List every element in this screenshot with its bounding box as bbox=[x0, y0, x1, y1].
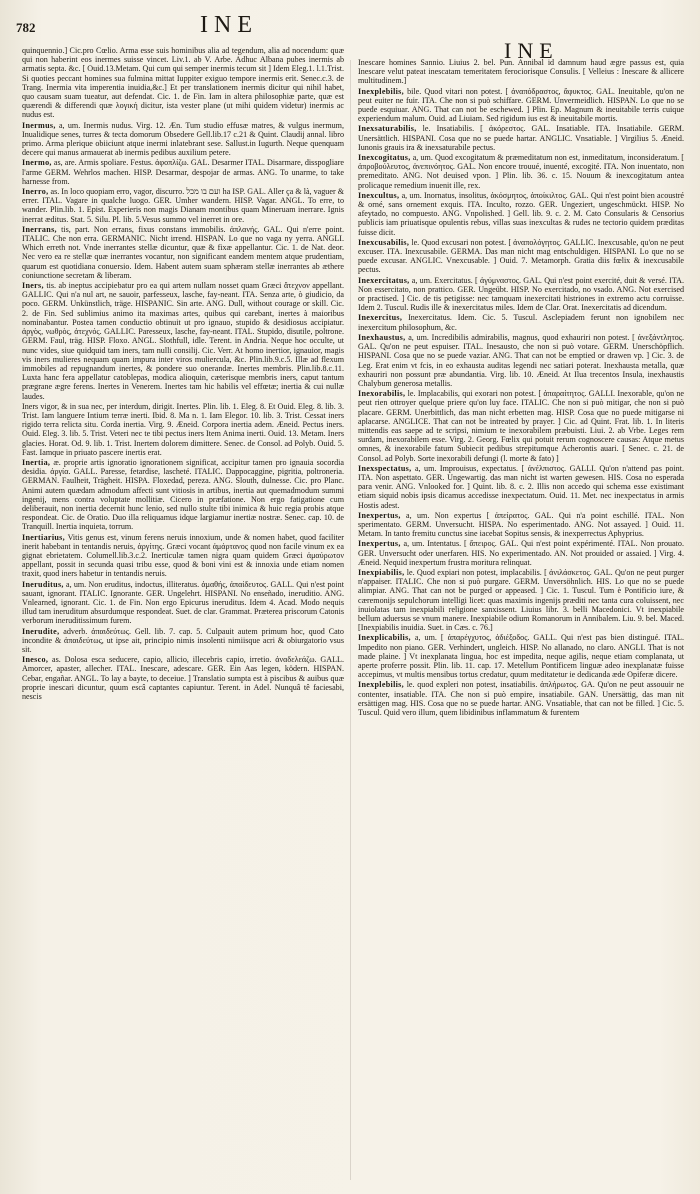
dictionary-entry bbox=[358, 238, 684, 275]
entry-headword: Inermo, bbox=[22, 158, 52, 168]
dictionary-entry bbox=[358, 313, 684, 331]
entry-headword: Inertia, bbox=[22, 457, 51, 467]
entry-headword: Inerro, bbox=[22, 187, 49, 197]
entry-text: æ. proprie artis ignoratio ignorationem significat, accipitur tamen pro ignauia socordia desidia. ἀργία. GALL. Paresse, fetardise, lascheté. ITALIC. Dappocaggine, pigritia, poltroneria. GERMAN. Faulheit, Trägheit. HISPA. Floxedad, pereza. ANG. Slouth, dulnesse. Cic. pro Planc. Animi autem quædam admodum affecti sunt vitiosis in artibus, inertia aut quemadmodum summi ingenij, mens contra voluptate mollitiæ. Cicero in præfatione. Non ergo fatigatione cum deliberauit, non inertia decernit hunc lenio, sed nullo stulte tibi inimica & huic regia probis atque respondeat. Cic. de Oratio. Duo illa reliquamus idque largiamur inertiæ nostræ. Senec. cap. 10. de Tranquill. Inertia inquieta, torrum. bbox=[22, 457, 344, 532]
entry-headword: Inexpertus, bbox=[358, 510, 401, 520]
dictionary-entry bbox=[358, 58, 684, 86]
entry-text: le. Implacabilis, qui exorari non potest. [ ἀπαραίτητος. GALLI. Inexorable, qu'on ne peut rien ottroyer quelque priere qu'on luy face. ITALIC. Che non si può mitigar, che non si può placare. GERM. Unerbittlich, das man nicht erbetten mag. HISP. Cosa que no puede mitigarse ni aplacarse. ANGLICE. That can not be intreated by prayer. ] Cic. ad Quint. Frat. lib. 1. In literis mittendis eas saepe ad te scripsi, nimium te inexorabilem præbuisti. Liui. 2. ab Vrbe. Leges rem surdam, inexorabilem esse. Virg. 2. Georg. Fœlix qui potuit rerum cognoscere causas: Atque metus omnes, & inexorabile fatum Subiecit pedibus strepitumque Acherontis auari. [ Senec. c. 21. de Consol. ad Polyb. Sorte inexorabili defungi (l. morte & fato) ] bbox=[358, 389, 684, 463]
entry-text: a, um. Non eruditus, indoctus, illiteratus. ἀμαθής, ἀπαίδευτος. GALL. Qui n'est point sauant, ignorant. ITALIC. Ignorante. GER. Ungelehrt. HISPANI. No enseñado, ineruditio. ANG. Vnlearned, ignorant. Cic. 1. de Fin. Non ergo Epicurus ineruditus. Idem 4. Acad. Modo nequis illud tam ineruditum absurdumque respondeat. Suet. de clar. Grammat. Præterea priscorum Catonis verborum ineruditissimum furem. bbox=[22, 579, 344, 626]
entry-text: bile. Quod vitari non potest. [ ἀναπόδραστος, ἄφυκτος. GAL. Ineuitable, qu'on ne peut euiter ne fuir. ITA. Che non si può schiffare. GERM. Unvermeidlich. HISPAN. Lo que no se puede esquiuar. ANG. That can not be eschewed. ] Plin. Ep. Magnum & ineuitabile terris cuique experiendum malum. Ouid. ad Liuiam. Sed rigidum ius est & ineuitabile mortis. bbox=[358, 86, 684, 124]
entry-headword: Inexercitus, bbox=[358, 313, 403, 323]
dictionary-entry bbox=[358, 87, 684, 124]
column-divider bbox=[350, 60, 351, 1180]
entry-text: a, um. Intentatus. [ ἄπειρος. GAL. Qui n'est point expérimenté. ITAL. Non prouato. GER. Unversucht oder unerfaren. HIS. No experimentado. AN. Not prouided or assaied. ] Virg. 4. Æneid. Nequid inexpertum frustra moritura relinquat. bbox=[358, 539, 684, 567]
dictionary-entry bbox=[358, 633, 684, 679]
entry-text: Inexercitatus. Idem. Cic. 5. Tuscul. Asclepiadem ferunt non ignobilem nec inexercitum philosophum, &c. bbox=[358, 313, 684, 332]
dictionary-entry bbox=[22, 46, 344, 120]
dictionary-entry bbox=[22, 627, 344, 655]
entry-headword: Inerrans, bbox=[22, 224, 57, 234]
entry-text: Iners vigor, & in sua nec, per interdum, dirigit. Inertes. Plin. lib. 1. Eleg. 8. Et Ouid. Eleg. 8. lib. 3. Trist. Iam languere Intium terræ inerti. Ibid. 8. Ma n. 1. Iam Elegor. 10. lib. 3. Trist. Cessat iners rigido terra relicta situ. Corda inertia. Virg. 9. Æneid. Corpora inertia adem. Æneid. Pectus iners. Ouid. Eleg. 3. lib. 5. Trist. Veteri nec te tibi pectus iners Item Anima inerti. Ouid. 13. Metam. Iners glacies. Horat. Od. 9. lib. 1. Trist. Inertem dolorem dimittere. Senec. de Consol. ad Polyb. Ouid. 5. Fast. Iamque in priuato pascere inertis erat. bbox=[22, 401, 344, 457]
dictionary-entry bbox=[358, 333, 684, 388]
entry-text: Vitis genus est, vinum ferens neruis innoxium, unde & nomen habet, quod faciliter inerit habebant in tentandis neruis, ἀργίτης. Græci vocant ἀμάρτανος quod non facile vinum ex ea gignat ebrietatem. Columell.lib.3.c.2. Inerticulæ tamen nigra quam quidem Græci ἀμαύρωτον appellant, possit in secunda quasi tribu esse, quod & boni vini est & innoxia unde etiam nomen traxit, quod iners habetur in tentandis neruis. bbox=[22, 532, 344, 579]
entry-text: a, um. Improuisus, expectatus. [ ἀνέλπιστος. GALLI. Qu'on n'attend pas point. ITA. Non aspettato. GER. Ungewartig. das man nicht ist warten gewesen. HIS. Cosa no esperada para venir. ANG. Vnlooked for. ] Quint. lib. 8. c. 2. Illis non accedo qui schema esse existimant etiam siquid nobis ipsis dicamus accedisse inexpectatum. Ouid. 11. Met. nec inexpectatus in armis Hostis adest. bbox=[358, 463, 684, 510]
left-column bbox=[22, 46, 344, 1182]
running-head-left: INE bbox=[200, 12, 258, 38]
dictionary-entry bbox=[22, 187, 344, 224]
dictionary-entry bbox=[358, 389, 684, 463]
entry-text: le. Quod excusari non potest. [ ἀναπολόγητος. GALLIC. Inexcusable, qu'on ne peut excuser. ITA. Inexcusabile. GERMA. Das man nicht mag entschuldigen. HISPANI. Lo que no se puede excusar. ANGLIC. Vnexcusable. ] Ouid. 7. Metamorph. Gratia diis fœlix & inexcusabile pectus. bbox=[358, 237, 684, 275]
dictionary-entry bbox=[358, 464, 684, 510]
dictionary-entry bbox=[22, 281, 344, 401]
entry-text: a, um. Non expertus [ ἀπείρατος. GAL. Qui n'a point eschillé. ITAL. Non sperimentato. GERM. Unversucht. HISPA. No esperimentado. ANG. Not assayed. ] Ouid. 11. Metam. In tanto fremitu cunctus sine iacebat Sopitus sensis, & inexperrectus Aphyprius. bbox=[358, 510, 684, 539]
dictionary-entry bbox=[358, 276, 684, 313]
entry-headword: Inexplebilis, bbox=[358, 86, 404, 96]
entry-headword: Inexcogitatus, bbox=[358, 153, 411, 163]
entry-headword: Inexhaustus, bbox=[358, 332, 406, 342]
entry-text: quinquennio.] Cic.pro Cœlio. Arma esse suis hominibus alia ad tegendum, alia ad nocendum: quæ qui non haberint eos inermes suisse vincet. Liv.1. ab V. Arbe. Adhuc Albana pubes inermis ab armatis septa. &c. [ Ouid.13.Metam. Qui cum qui semper inermis tecum sit ] Idem Eleg.1. l.1.Trist. Si quoties peccant homines sua fulmina mittat Iuppiter exiguo tempore inermis erit. Senec.c.3. de Trang. Inermia vita imperentia inuidia,&c.] Et per translationem inermis dicitur qui nihil habet, quo causam suam tueatur, aut defendat. Cic. 1. de Fin. Iam in altera philosophiæ parte, quæ est quærendi & differendi quæ λογική dicitur, ista vester plane (ut mihi quidem videtur) inermis ac nudus est. bbox=[22, 46, 344, 120]
running-head-right: INE bbox=[504, 38, 559, 63]
entry-text: le. Quod expiari non potest, implacabilis. [ ἀνιλάσκετος. GAL. Qu'on ne peut purger n'appaiser. ITALIC. Che non si può purgare. GERM. Unversöhnlich. HIS. Lo que no se puede alimpiar. ANG. That can not be purged or appeased. ] Cic. 1. Tuscul. Tum è Pontificio iure, & cæremonijs sepulchorum intelligi licet: quas maximis ingenijs præditi nec tanta cura coluissent, nec inuiolatas tam inexpiabili religione sanxissent. Liuius libr. 3. belli Macedonici. Vt inexpiabile bellum aduersus se vnum manere. Inexpiabile odium Romanorum in Annibalem. Liu. 9. bel. Maced. [Inexpiabilis inuidia. Suet. in Cæs. c. 76.] bbox=[358, 567, 684, 633]
dictionary-entry bbox=[22, 402, 344, 457]
entry-headword: Inexercitatus, bbox=[358, 275, 410, 285]
page-header bbox=[0, 8, 700, 63]
dictionary-entry bbox=[22, 121, 344, 158]
entry-text: as. In loco quopiam erro, vagor, discurro. ועם בו מכל ha ISP. GAL. Aller ça & là, vaguer & errer. ITAL. Vagare in qualche luogo. GER. Umher wandern. HISP. Vagar. ANGL. To erre, to wander. Plin.lib. 1. Epist. Experieris non magis Dianam montibus quam Mineruam inerrare. Ignis inerrat æditus. Stat. 5. Silu. Pl. lib. 5.Vesus summo vel inerret in ore. bbox=[22, 187, 344, 224]
entry-headword: Inesco, bbox=[22, 655, 49, 665]
entry-headword: Inexplebilis, bbox=[358, 680, 404, 690]
entry-headword: Iners, bbox=[22, 281, 44, 291]
entry-headword: Inexcultus, bbox=[358, 190, 400, 200]
dictionary-entry bbox=[358, 124, 684, 152]
entry-headword: Ineruditus, bbox=[22, 579, 64, 589]
dictionary-entry bbox=[358, 191, 684, 237]
entry-text: a, um. Inermis nudus. Virg. 12. Æn. Tum studio effusæ matres, & vulgus inermum, Inualidique senes, turres & tecta domorum Obsedere Gell.lib.17 c.21 & Quint. Claudij annal. libro primo. Arma plerique obiiciunt atque inermi inlatebrant sese. Sallust.in Iugurth. Neque quenquam decere qui manus armauerat ab inermis pedibus auxilium petere. bbox=[22, 120, 344, 158]
entry-text: a, um. Incredibilis admirabilis, magnus, quod exhauriri non potest. [ ἀνεξάντλητος. GAL. Qu'on ne peut espuiser. ITAL. Inesausto, che non si può votare. GERM. Unerschöpflich. HISPANI. Cosa que no se puede vaziar. ANG. That can not be emptied or drawen vp. ] Cic. 3. de Leg. Erat enim vt fcis, in eo exhausta auditas legendi nec satiari poterat. Inexhausta metalla, quæ exhauriri non possunt præ abundantia. Virg. lib. 10. Æneid. At Ilua trecentos Insula, inexhaustis Chalybum generosa metallis. bbox=[358, 332, 684, 388]
entry-text: le. Insatiabilis. [ ἀκόρεστος. GAL. Insatiable. ITA. Insatiabile. GERM. Unersättlich. HISPANI. Cosa que no se puede hartar. ANGLIC. Vnsatiable. ] Virgilius 5. Æneid. Iunonis grauis ira & inexsaturabile pectus. bbox=[358, 124, 684, 152]
dictionary-entry bbox=[22, 580, 344, 626]
dictionary-entry bbox=[22, 655, 344, 701]
entry-text: Inescare homines Sannio. Liuius 2. bel. Pun. Annibal id damnum haud ægre passus est, quia Inescare velut pateat inescatam temeritatem ferociorisque Consulis. [ Velleius : Inescare & allicere multitudinem.] bbox=[358, 58, 684, 86]
dictionary-entry bbox=[358, 568, 684, 632]
entry-headword: Inexorabilis, bbox=[358, 389, 406, 399]
dictionary-entry bbox=[22, 458, 344, 532]
entry-headword: Inexpiabilis, bbox=[358, 567, 405, 577]
dictionary-entry bbox=[358, 511, 684, 539]
entry-text: tis, part. Non errans, fixus constans immobilis. ἀπλανής. GAL. Qui n'erre point. ITALIC. Che non erra. GERMANIC. Nicht irrend. HISPAN. Lo que no vaga ny yerra. ANGLI. Which erreth not. Vnde inerrantes stellæ dicuntur, quæ & fixæ appellantur. Cic. 1. de Nat. deor. Nec vero ea re stellæ quæ inerrantes vocantur, non significant eandem mentem atque prudentiam, quarum est quotidiana conuersio. Idem. Habent autem suam sphæram stellæ inerrantes ab æthere coniunctione secretam & liberam. bbox=[22, 224, 344, 280]
entry-headword: Inexplicabilis, bbox=[358, 633, 411, 643]
page-number: 782 bbox=[16, 20, 36, 35]
dictionary-entry bbox=[22, 158, 344, 186]
entry-text: as. Dolosa esca seducere, capio, allicio, illecebris capio, irretio. ἀναδελεάζω. GALL. Amorcer, apaster, allecher. ITAL. Inescare, adescare. GER. Ein Aas legen, ködern. HISPAN. Cebar, engañar. ANGL. To lay a bayte, to deceiue. ] Translatio sumpta est à piscibus & auibus quæ proprie inescari dicuntur, quum escâ captantes capiuntur. Terent. in Adel. Nunquâ tê faciesabi, nescis bbox=[22, 655, 344, 702]
entry-text: a, um. Exercitatus. [ ἀγύμναστος. GAL. Qui n'est point exercité, duit & versé. ITA. Non essercitato, non prattico. GER. Ungeübt. HISP. No exercitado, no vsado. ANG. Not exercised or practised. ] Cic. de tis petigisse: nec tamquam inexercitati histriones in extremo actu corruisse. Idem 2. Tuscul. Rudis ille & inexercitatus miles. Idem de Clar. Orat. Inexercitatis ad dicendum. bbox=[358, 275, 684, 313]
entry-headword: Inexpertus, bbox=[358, 539, 401, 549]
entry-headword: Inexcusabilis, bbox=[358, 237, 410, 247]
entry-text: as, are. Armis spoliare. Festus. ἀφοπλίζω. GAL. Desarmer ITAL. Disarmare, disspogliare l'arme GERM. Wehrlos machen. HISP. Desarmar, despojar de armas. ANG. To unarme, to take harnesse from. bbox=[22, 158, 344, 186]
entry-headword: Inerudite, bbox=[22, 626, 60, 636]
entry-text: a, um. [ ἀπαρέγχυτος, ἀδιέξοδος. GALL. Qui n'est pas bien distingué. ITAL. Impedito non piano. GER. Verhindert, ungleich. HISP. No allanado, no claro. ANGLI. That is not made plaine. ] Vt inexplanata lingua, hoc est impedita, neque agilis, neque etiam complanata, ut aperte proferre possit. Plin. lib. 11. cap. 17. Metellum Pontificem linguæ adeo inexplanatæ fuisse accepimus, vt multis mensibus tortus credatur, quum meditatetur ie dedicanda æde Opiferæ dicere. bbox=[358, 633, 684, 680]
dictionary-entry bbox=[358, 680, 684, 717]
entry-headword: Inexspectatus, bbox=[358, 463, 412, 473]
entry-text: le. quod expleri non potest, insatiabilis. ἀπλήρωτος. GA. Qu'on ne peut assouuir ne contenter, insatiable. ITA. Che non si può empire, insatiabile. GAN. Unersättig, das man nit ersättigen mag. HIS. Cosa que no se puede hartar. ANG. Vnsatiable, that can not be filled. ] Cic. 5. Tuscul. Quid vero illum, quem libidinibus inflammatum & furentem bbox=[358, 680, 684, 718]
entry-text: a, um. Inornatus, insolitus, ἀκόσμητος, ἀποίκιλτος. GAL. Qui n'est point bien acoustré & orné, sans ornement exquis. ITA. Inculto, rozzo. GER. Ungeziert, ungeschmückt. HISP. No afeytado, no compuesto. ANG. Vnpolished. ] Gell. lib. 9. c. 2. M. Cato Consularis & Censorius publicis iam priuatisque opulentis rebus, villas suas inexcultas & rudes ne tectorio quidem præditas fuisse dicit. bbox=[358, 190, 684, 237]
dictionary-entry bbox=[22, 225, 344, 280]
entry-headword: Inermus, bbox=[22, 120, 56, 130]
entry-text: tis. ab ineptus accipiebatur pro ea qui artem nullam nosset quam Græci ἄτεχνον appellant. GALLIC. Qui n'a nul art, ne sauoir, parfesseux, lasche, fay-neant. ITA. Senza arte, ò giudicio, da poco. GERM. Unkünstlich, träge. HISPANIC. Sin arte. ANG. Dull, without courage or skill. Cic. 2. de Fin. Sed sublimius animo ita maximas artes, quibus qui carebant, inertes à maioribus nominabantur. Postea tamen conductio obtinuit ut pro ignauo, stupido & desidiosus accipiatur. ἀργὸς, νωθρὸς, ἀτεχνός. GALLIC. Paresseux, lasche, fay-neant. ITAL. Stupido, disutile, poltrone. GERM. Faul, träg. HISP. Floxo. ANGL. Slothfull, idle. Terent. in Andria. Neque hoc occulte, ut nunc vides, siue quidquid tam iners, tam nulli consilij. Cic. Verr. At homo inertior, ignauior, magis vis iners mulieres nequam quam impura inter viros muliercula, &c. Plin.lib.9.c.5. Illæ ad flexum immobiles ad repugnandum inertes, & pondere suo onerandæ. Inertes membris. Plin.lib.8.c.11. Luxta hanc fera appellatur catoblepas, modica alioquin, cæterisque membris iners, caput tantum prægrane ægre ferens. Inertes in Venerem. Inertes tam hic habilis vel effœtæ; inertia & cui nullæ laudes. bbox=[22, 281, 344, 401]
dictionary-entry bbox=[358, 539, 684, 567]
entry-headword: Inexsaturabilis, bbox=[358, 124, 417, 134]
entry-text: adverb. ἀπαιδεύτως. Gell. lib. 7. cap. 5. Culpauit autem primum hoc, quod Cato incondite & ἀπαιδεύτως, ut ipse ait, principio nimis insolenti nimiisque acri & obiurgatorio vsus sit. bbox=[22, 626, 344, 654]
dictionary-entry bbox=[22, 533, 344, 579]
dictionary-entry bbox=[358, 153, 684, 190]
entry-headword: Inertiarius, bbox=[22, 532, 65, 542]
right-column bbox=[358, 58, 684, 1186]
entry-text: a, um. Quod excogitatum & præmeditatum non est, inmeditatum, inconsideratum. [ ἀπροβούλευτος, ἀνεπινόητος. GAL. Non encore trouué, inuenté, excogité. ITA. Non inuentato, non premeditato. ANG. Not deuised vpon. ] Plin. lib. 36. c. 15. Nouum & inexcogitatum antea prolicaque remedium inuenit ille, rex. bbox=[358, 153, 684, 190]
